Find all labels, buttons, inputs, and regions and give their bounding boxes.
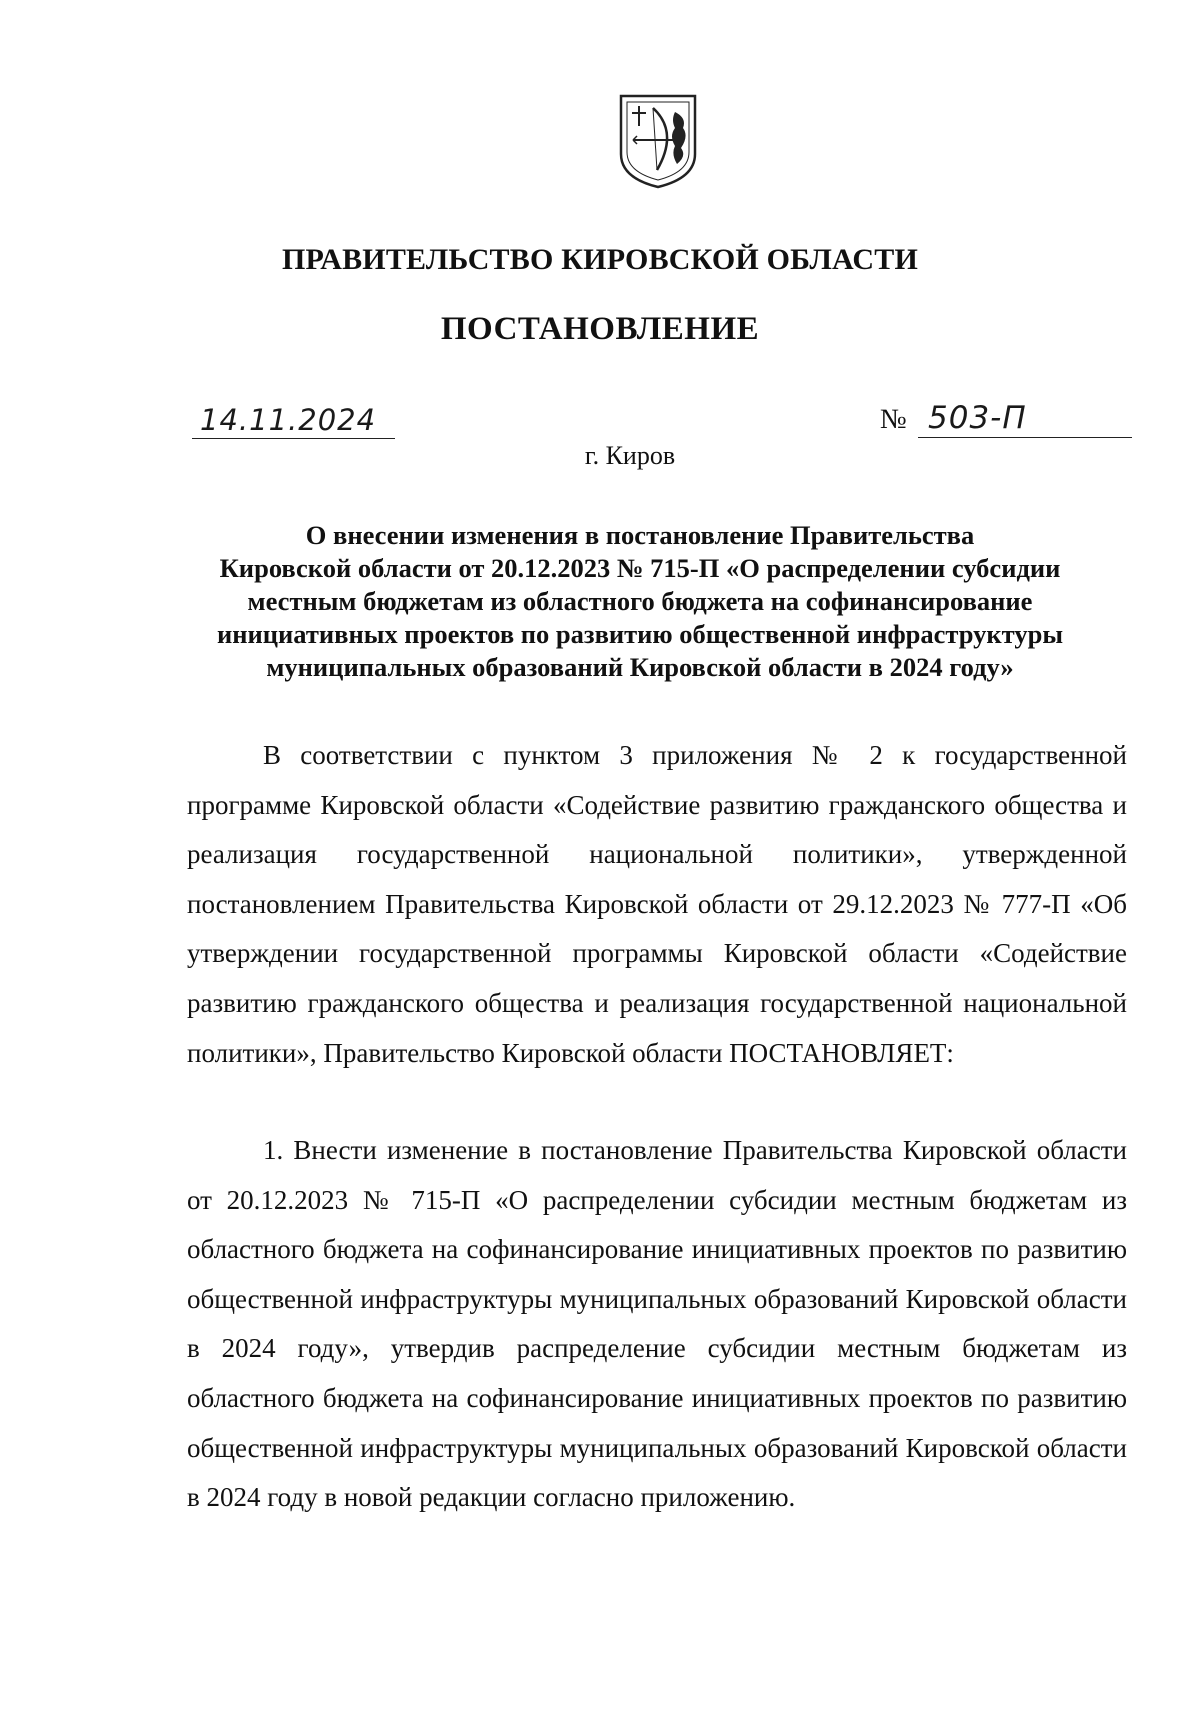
number-sign: № <box>880 404 907 435</box>
document-number-field <box>880 398 1132 438</box>
document-type-heading: ПОСТАНОВЛЕНИЕ <box>440 311 760 347</box>
title-line: О внесении изменения в постановление Правительства <box>305 520 975 550</box>
number-underline <box>918 397 1132 438</box>
city-label: г. Киров <box>584 441 676 470</box>
organization-heading: ПРАВИТЕЛЬСТВО КИРОВСКОЙ ОБЛАСТИ <box>282 243 918 276</box>
document-title <box>160 519 1120 684</box>
date-field <box>192 398 395 439</box>
coat-of-arms-emblem <box>617 92 699 190</box>
title-line: муниципальных образований Кировской области в 2024 году» <box>266 652 1014 682</box>
date-value: 14.11.2024 <box>200 403 377 437</box>
title-line: местным бюджетам из областного бюджета на софинансирование <box>247 586 1033 616</box>
title-line: инициативных проектов по развитию общественной инфраструктуры <box>216 619 1064 649</box>
preamble-paragraph: В соответствии с пунктом 3 приложения № 2 к государственной программе Кировской области «Содействие развитию гражданского общества и реализация государственной национальной политики», утвержденной постановлением Правительства Кировской области от 29.12.2023 № 777-П «Об утверждении государственной программы Кировской области «Содействие развитию гражданского общества и реализация государственной национальной политики», Правительство Кировской области ПОСТАНОВЛЯЕТ: <box>187 740 1127 1068</box>
title-line: Кировской области от 20.12.2023 № 715-П «О распределении субсидии <box>219 553 1061 583</box>
clause-1-paragraph: 1. Внести изменение в постановление Правительства Кировской области от 20.12.2023 № 715-П «О распределении субсидии местным бюджетам из областного бюджета на софинансирование инициативных проектов по развитию общественной инфраструктуры муниципальных образований Кировской области в 2024 году», утвердив распределение субсидии местным бюджетам из областного бюджета на софинансирование инициативных проектов по развитию общественной инфраструктуры муниципальных образований Кировской области в 2024 году в новой редакции согласно приложению. <box>187 1135 1127 1513</box>
document-number-value: 503-П <box>928 400 1027 436</box>
